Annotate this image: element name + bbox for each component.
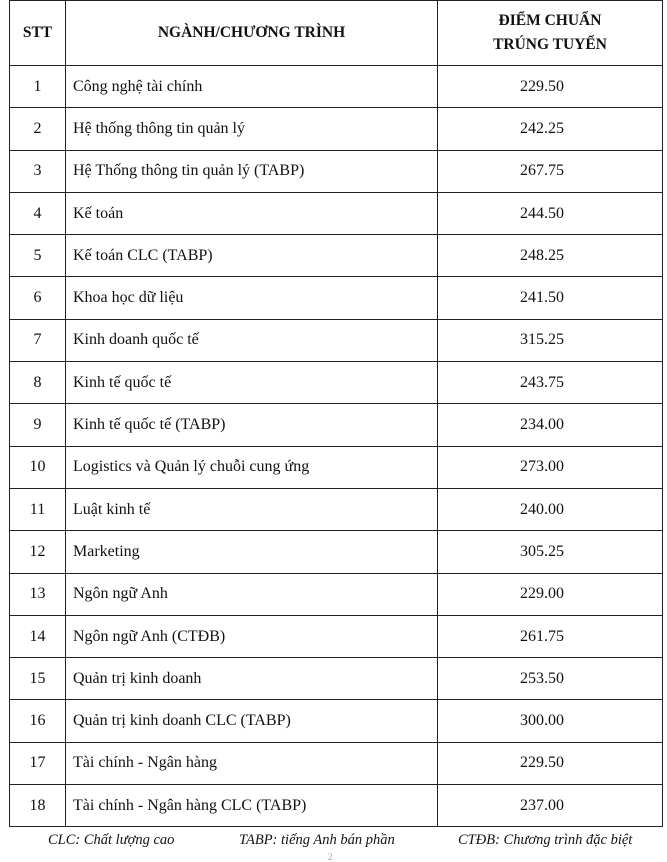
row-program-name: Kinh tế quốc tế (TABP) [66, 404, 438, 446]
row-program-name: Tài chính - Ngân hàng [66, 742, 438, 784]
header-stt: STT [10, 1, 66, 66]
row-stt: 13 [10, 573, 66, 615]
table-row [10, 404, 663, 446]
table-row [10, 658, 663, 700]
row-score: 234.00 [438, 404, 663, 446]
row-stt: 5 [10, 235, 66, 277]
table-row [10, 150, 663, 192]
row-program-name: Kế toán [66, 192, 438, 234]
row-stt: 14 [10, 615, 66, 657]
table-row [10, 446, 663, 488]
row-program-name: Khoa học dữ liệu [66, 277, 438, 319]
row-program-name: Kinh doanh quốc tế [66, 319, 438, 361]
page-number: 2 [328, 852, 333, 862]
table-row [10, 488, 663, 530]
row-score: 237.00 [438, 785, 663, 827]
row-program-name: Tài chính - Ngân hàng CLC (TABP) [66, 785, 438, 827]
table-row [10, 362, 663, 404]
table-header-row [10, 1, 663, 66]
row-program-name: Luật kinh tế [66, 488, 438, 530]
header-score [438, 1, 663, 66]
row-stt: 1 [10, 66, 66, 108]
row-score: 315.25 [438, 319, 663, 361]
header-program: NGÀNH/CHƯƠNG TRÌNH [66, 1, 438, 66]
row-score: 300.00 [438, 700, 663, 742]
row-program-name: Kinh tế quốc tế [66, 362, 438, 404]
header-score-line2: TRÚNG TUYỂN [493, 36, 607, 53]
row-stt: 18 [10, 785, 66, 827]
row-stt: 12 [10, 531, 66, 573]
table-row [10, 615, 663, 657]
row-score: 229.50 [438, 742, 663, 784]
row-stt: 17 [10, 742, 66, 784]
row-program-name: Hệ thống thông tin quản lý [66, 108, 438, 150]
table-row [10, 66, 663, 108]
row-stt: 16 [10, 700, 66, 742]
row-score: 242.25 [438, 108, 663, 150]
row-score: 273.00 [438, 446, 663, 488]
row-stt: 2 [10, 108, 66, 150]
row-score: 305.25 [438, 531, 663, 573]
row-stt: 4 [10, 192, 66, 234]
row-score: 267.75 [438, 150, 663, 192]
row-stt: 15 [10, 658, 66, 700]
row-program-name: Kế toán CLC (TABP) [66, 235, 438, 277]
table-row [10, 742, 663, 784]
row-score: 229.50 [438, 66, 663, 108]
table-row [10, 319, 663, 361]
row-stt: 10 [10, 446, 66, 488]
row-stt: 11 [10, 488, 66, 530]
row-score: 240.00 [438, 488, 663, 530]
footnote-ctdb: CTĐB: Chương trình đặc biệt [458, 832, 633, 848]
header-score-line1: ĐIỂM CHUẨN [498, 12, 602, 29]
row-program-name: Logistics và Quản lý chuỗi cung ứng [66, 446, 438, 488]
row-program-name: Quản trị kinh doanh CLC (TABP) [66, 700, 438, 742]
admission-score-table [9, 0, 663, 827]
table-row [10, 108, 663, 150]
row-score: 261.75 [438, 615, 663, 657]
row-program-name: Quản trị kinh doanh [66, 658, 438, 700]
row-score: 243.75 [438, 362, 663, 404]
row-stt: 8 [10, 362, 66, 404]
row-score: 229.00 [438, 573, 663, 615]
row-stt: 7 [10, 319, 66, 361]
footnotes [0, 832, 667, 852]
table-row [10, 277, 663, 319]
table-row [10, 700, 663, 742]
row-stt: 3 [10, 150, 66, 192]
row-score: 253.50 [438, 658, 663, 700]
row-program-name: Ngôn ngữ Anh [66, 573, 438, 615]
footnote-clc: CLC: Chất lượng cao [48, 832, 175, 848]
row-program-name: Marketing [66, 531, 438, 573]
row-score: 241.50 [438, 277, 663, 319]
table-row [10, 531, 663, 573]
table-row [10, 785, 663, 827]
row-program-name: Hệ Thống thông tin quản lý (TABP) [66, 150, 438, 192]
table-row [10, 235, 663, 277]
table-row [10, 573, 663, 615]
row-stt: 9 [10, 404, 66, 446]
table-row [10, 192, 663, 234]
footnote-tabp: TABP: tiếng Anh bán phần [239, 832, 395, 848]
row-score: 248.25 [438, 235, 663, 277]
row-program-name: Ngôn ngữ Anh (CTĐB) [66, 615, 438, 657]
row-stt: 6 [10, 277, 66, 319]
row-score: 244.50 [438, 192, 663, 234]
row-program-name: Công nghệ tài chính [66, 66, 438, 108]
